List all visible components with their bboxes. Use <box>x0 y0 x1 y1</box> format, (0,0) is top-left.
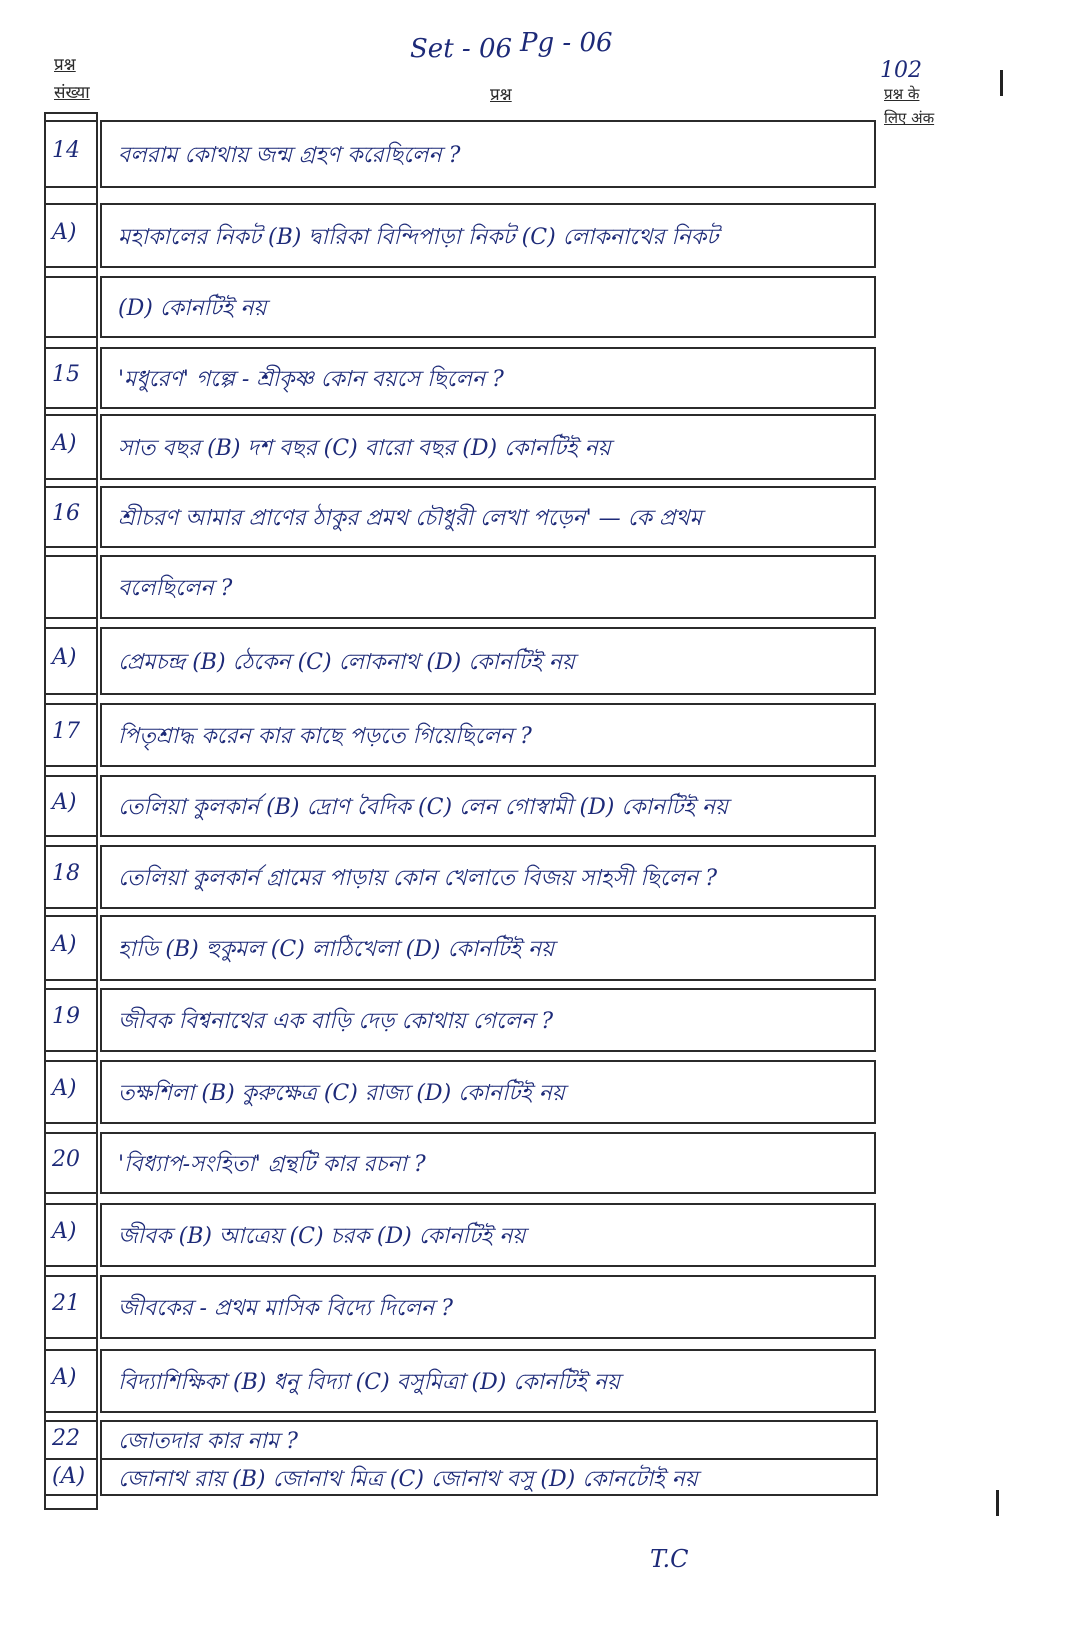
question-number: 17 <box>52 719 80 744</box>
question-number: 18 <box>52 861 80 886</box>
question-number: A) <box>52 1365 77 1390</box>
question-number: A) <box>52 790 77 815</box>
handwritten-line: বলেছিলেন ? <box>118 576 233 601</box>
handwritten-line: মহাকালের নিকট (B) দ্বারিকা বিন্দিপাড়া নিকট (C) লোকনাথের নিকট <box>118 224 719 250</box>
handwritten-line: সাত বছর (B) দশ বছর (C) বারো বছর (D) কোনটিই নয় <box>118 436 611 461</box>
footer-tc: T.C <box>650 1545 689 1573</box>
question-number: 19 <box>52 1004 80 1029</box>
header-qno-label-top: प्रश्न <box>54 55 76 75</box>
question-number: 16 <box>52 501 80 526</box>
page-label: Pg - 06 <box>520 28 613 58</box>
handwritten-line: 'বিধ্যাপ-সংহিতা' গ্রন্থটি কার রচনা ? <box>118 1152 426 1177</box>
question-number: A) <box>52 1076 77 1101</box>
header-question-label: प्रश्न <box>490 85 512 105</box>
handwritten-line: তেলিয়া কুলকার্ন (B) দ্রোণ বৈদিক (C) লেন গোস্বামী (D) কোনটিই নয় <box>118 795 728 820</box>
handwritten-line: তক্ষশিলা (B) কুরুক্ষেত্র (C) রাজ্য (D) কোনটিই নয় <box>118 1081 565 1106</box>
question-number: 21 <box>52 1291 80 1316</box>
question-number: 14 <box>52 138 80 163</box>
handwritten-line: বলরাম কোথায় জন্ম গ্রহণ করেছিলেন ? <box>118 143 461 168</box>
question-number: 15 <box>52 362 80 387</box>
header-qno-label-bottom: संख्या <box>54 83 90 103</box>
question-number: 22 <box>52 1426 80 1451</box>
handwritten-line: পিতৃশ্রাদ্ধ করেন কার কাছে পড়তে গিয়েছিলেন ? <box>118 724 532 749</box>
handwritten-line: হাডি (B) হুকুমল (C) লাঠিখেলা (D) কোনটিই নয় <box>118 937 555 962</box>
qno-cell <box>44 555 98 619</box>
question-number: A) <box>52 219 77 245</box>
handwritten-line: তেলিয়া কুলকার্ন গ্রামের পাড়ায় কোন খেলাতে বিজয় সাহসী ছিলেন ? <box>118 866 718 891</box>
header-marks-label-bottom: लिए अंक <box>884 109 935 127</box>
handwritten-line: (D) কোনটিই নয় <box>118 296 267 321</box>
question-number: A) <box>52 431 77 456</box>
handwritten-line: জীবক (B) আত্রেয় (C) চরক (D) কোনটিই নয় <box>118 1224 526 1249</box>
handwritten-line: জোনাথ রায় (B) জোনাথ মিত্র (C) জোনাথ বসু (D) কোনটোই নয় <box>118 1467 698 1492</box>
qno-cell <box>44 276 98 338</box>
question-number: (A) <box>52 1464 86 1489</box>
question-number: 20 <box>52 1147 80 1172</box>
margin-mark-top <box>1000 70 1003 96</box>
margin-mark-bottom <box>996 1490 999 1516</box>
question-number: A) <box>52 1219 77 1244</box>
handwritten-line: জীবক বিশ্বনাথের এক বাড়ি দেড় কোথায় গেলেন ? <box>118 1009 554 1034</box>
handwritten-line: জোতদার কার নাম ? <box>118 1429 298 1454</box>
handwritten-line: শ্রীচরণ আমার প্রাণের ঠাকুর প্রমথ চৌধুরী লেখা পড়েন' — কে প্রথম <box>118 506 702 531</box>
question-number: A) <box>52 932 77 957</box>
set-label: Set - 06 <box>410 34 513 64</box>
header-marks-label-top: प्रश्न के <box>884 85 920 103</box>
handwritten-line: বিদ্যাশিক্ষিকা (B) ধনু বিদ্যা (C) বসুমিত্রা (D) কোনটিই নয় <box>118 1370 620 1395</box>
question-number: A) <box>52 645 77 670</box>
handwritten-line: প্রেমচন্দ্র (B) ঠেকেন (C) লোকনাথ (D) কোনটিই নয় <box>118 650 575 675</box>
handwritten-line: জীবকের - প্রথম মাসিক বিদ্যে দিলেন ? <box>118 1296 453 1321</box>
marks-value: 102 <box>880 58 922 83</box>
handwritten-line: 'মধুরেণ' গল্পে - শ্রীকৃষ্ণ কোন বয়সে ছিলেন ? <box>118 367 504 392</box>
